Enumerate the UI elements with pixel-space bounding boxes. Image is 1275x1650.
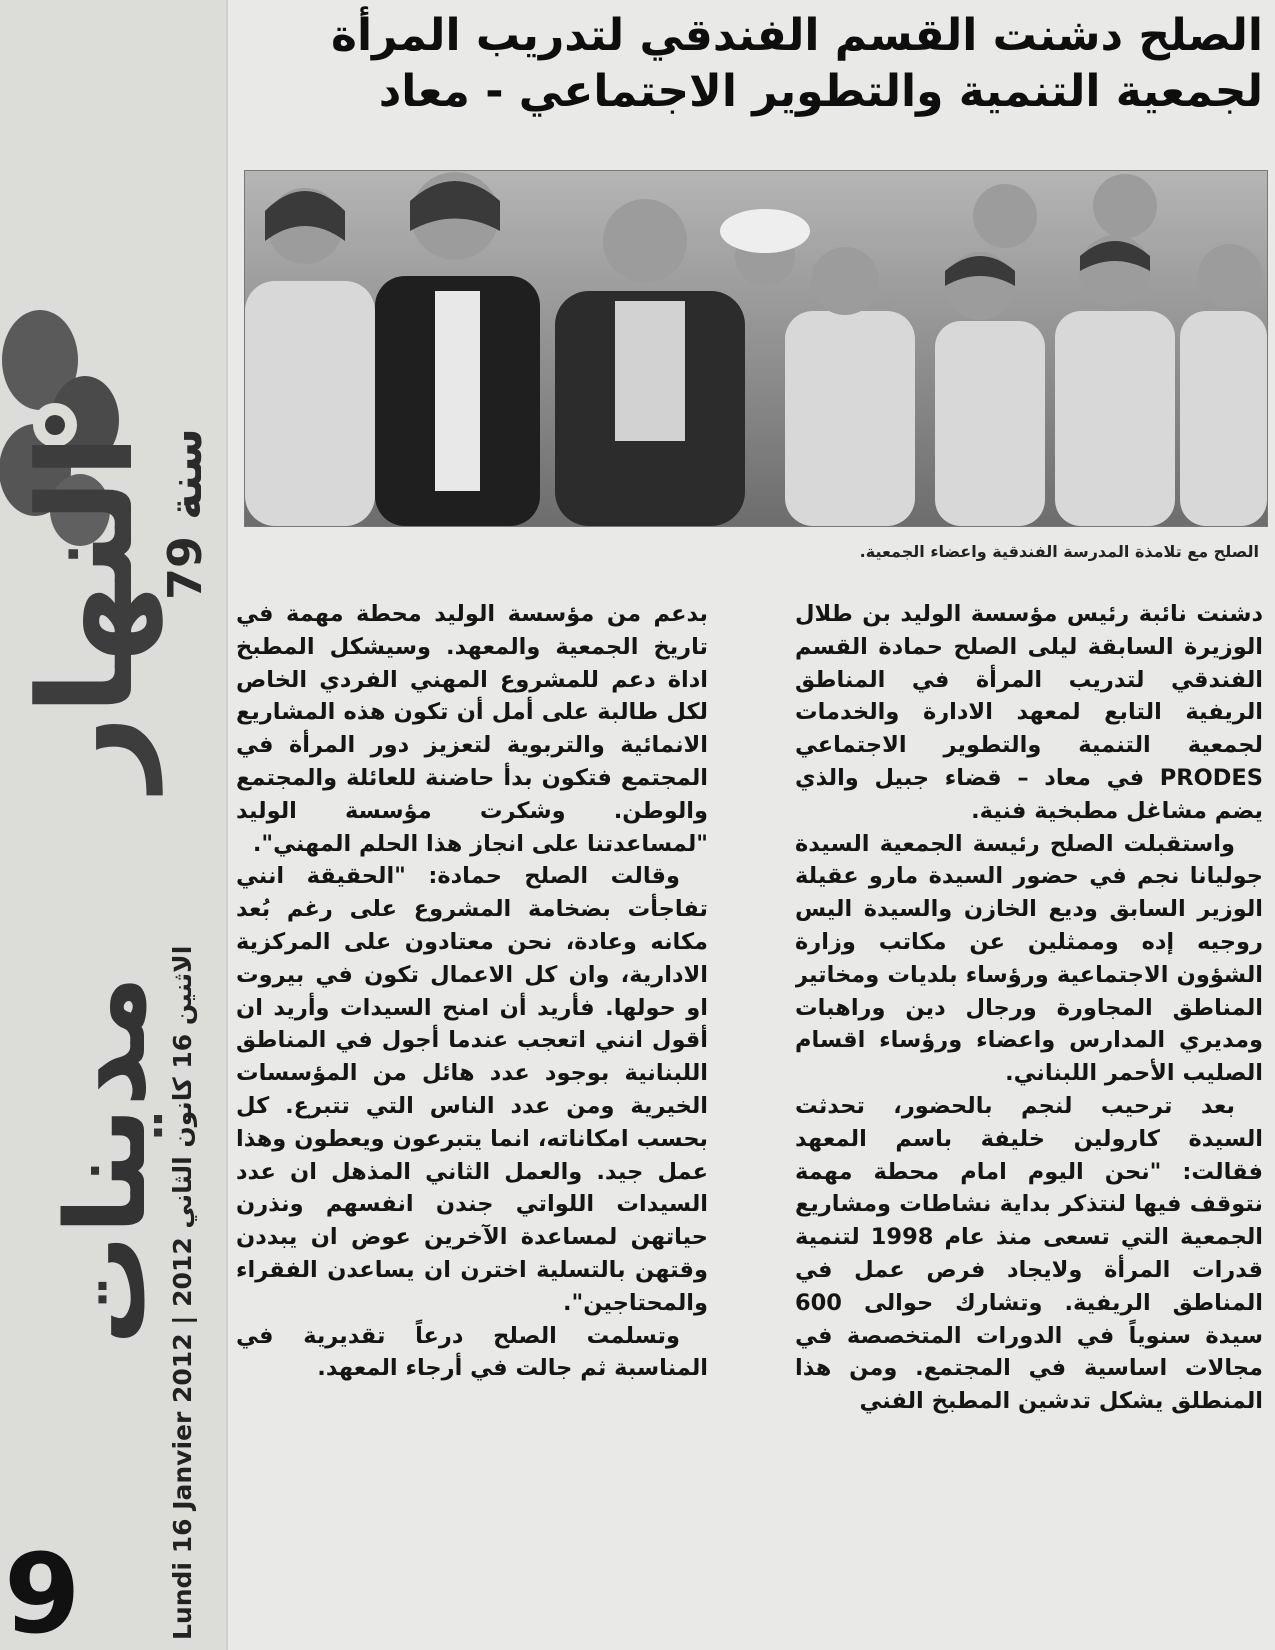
headline-line-1: الصلح دشنت القسم الفندقي لتدريب المرأة [331, 10, 1263, 61]
article-column-right [795, 598, 1263, 1643]
issue-date: Lundi 16 Janvier 2012 | 2012 الاثنين 16 كانون الثاني [168, 945, 197, 1640]
page-number: 9 [4, 1530, 81, 1650]
paragraph: وقالت الصلح حمادة: "الحقيقة انني تفاجأت بضخامة المشروع على رغم بُعد مكانه وعادة، نحن معتادون على المركزية الادارية، وان كل الاعمال تكون في بيروت او حولها. فأريد أن امنح السيدات وأريد ان أقول انني اتعجب عندما أجول في المناطق اللبنانية بوجود عدد هائل من المؤسسات الخيرية ومن عدد الناس التي تتبرع. كل بحسب امكاناته، انما يتبرعون ويعطون وهذا عمل جيد. والعمل الثاني المذهل ان عدد السيدات اللواتي جندن انفسهم ونذرن حياتهن لمساعدة الآخرين عوض ان يبددن وقتهن بالتسلية اخترن ان يساعدن الفقراء والمحتاجين". [236, 863, 708, 1316]
paragraph: بدعم من مؤسسة الوليد محطة مهمة في تاريخ الجمعية والمعهد. وسيشكل المطبخ اداة دعم للمشروع المهني الفردي الخاص لكل طالبة على أمل أن تكون هذه المشاريع الانمائية والتربوية لتعزيز دور المرأة في المجتمع فتكون بدأ حاضنة للعائلة والمجتمع والوطن. وشكرت مؤسسة الوليد "لمساعدتنا على انجاز هذا الحلم المهني". [236, 601, 708, 857]
headline [253, 8, 1263, 120]
paragraph: واستقبلت الصلح رئيسة الجمعية السيدة جوليانا نجم في حضور السيدة مارو عقيلة الوزير السابق وديع الخازن والسيدة اليس روجيه إده وممثلين عن مكاتب وزارة الشؤون الاجتماعية ورؤساء بلديات ومخاتير المناطق المجاورة ورجال دين وراهبات ومديري المدارس واعضاء ورؤساء اقسام الصليب الأحمر اللبناني. [795, 830, 1263, 1087]
group-photo-image [245, 171, 1267, 526]
article [236, 0, 1275, 1650]
section-title: مدينات [42, 975, 170, 1345]
paragraph: بعد ترحيب لنجم بالحضور، تحدثت السيدة كارولين خليفة باسم المعهد فقالت: "نحن اليوم امام محطة مهمة نتوقف فيها لنتذكر بداية نشاطات ومشاريع الجمعية التي تسعى منذ عام 1998 لتنمية قدرات المرأة ولايجاد فرص عمل في المناطق الريفية. وتشارك حوالى 600 سيدة سنوياً في الدورات المتخصصة في مجالات اساسية في المجتمع. ومن هذا المنطلق يشكل تدشين المطبخ الفني [795, 1092, 1263, 1415]
headline-line-2: لجمعية التنمية والتطوير الاجتماعي - معاد [378, 66, 1263, 117]
paragraph: وتسلمت الصلح درعاً تقديرية في المناسبة ثم جالت في أرجاء المعهد. [236, 1322, 708, 1382]
paragraph: دشنت نائبة رئيس مؤسسة الوليد بن طلال الوزيرة السابقة ليلى الصلح حمادة القسم الفندقي لتدريب المرأة في المناطق الريفية التابع لمعهد الادارة والخدمات لجمعية التنمية والتطوير الاجتماعي PRODES في معاد – قضاء جبيل والذي يضم مشاغل مطبخية فنية. [795, 601, 1263, 824]
article-column-left [236, 598, 708, 1643]
years-label: 79 سنة [158, 428, 212, 600]
masthead [0, 0, 228, 1650]
photo-caption: الصلح مع تلامذة المدرسة الفندقية واعضاء الجمعية. [859, 542, 1259, 561]
newspaper-logo: النهار [10, 434, 162, 790]
group-photo [244, 170, 1268, 527]
